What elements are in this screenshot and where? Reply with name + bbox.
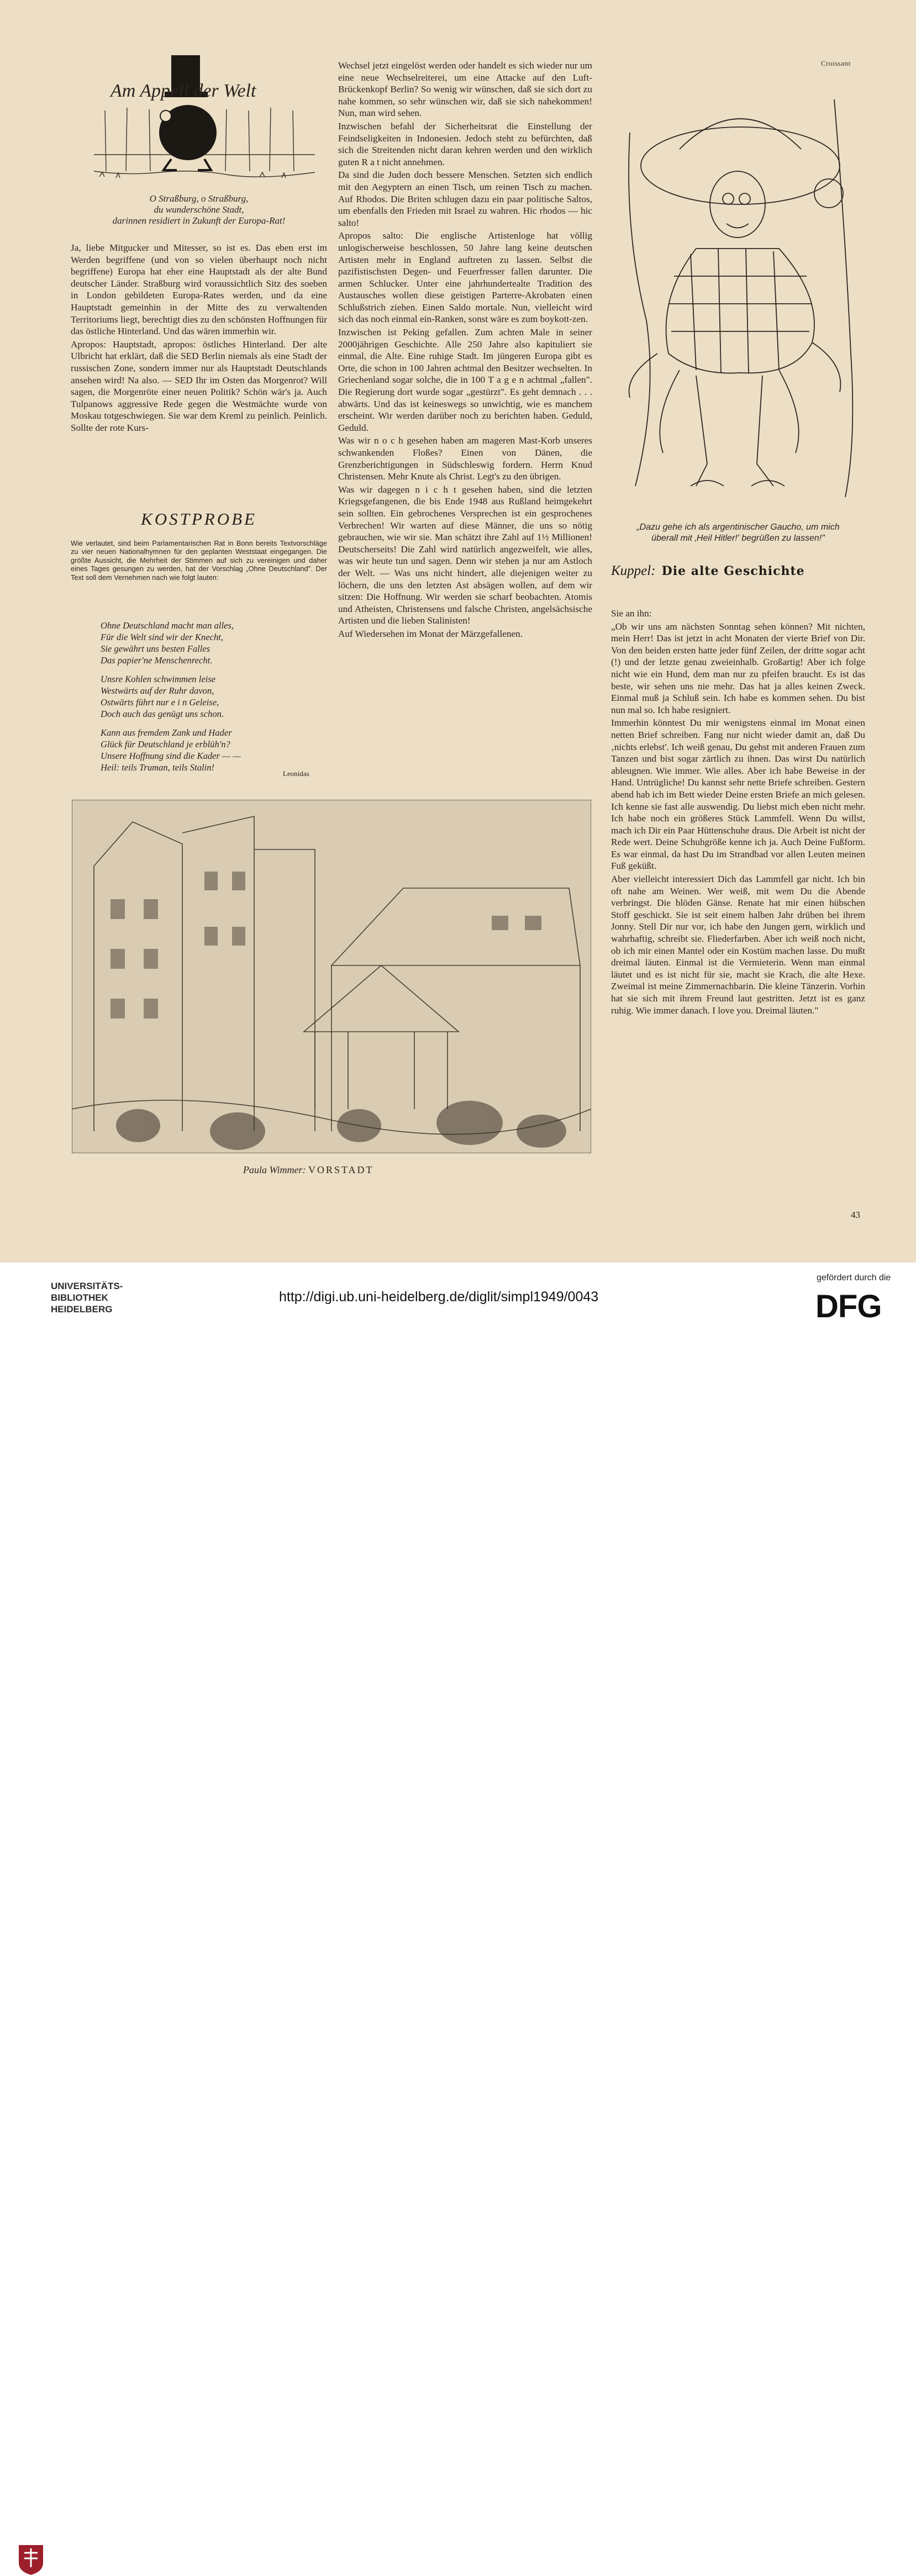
paragraph: Wechsel jetzt eingelöst werden oder handelt es sich wieder nur um eine neue Wechselreiterei, um eine Attacke auf den Luft-Brückenkopf Berlin? So wenig wir wünschen, daß sie sich dort zu nahe kommen, so sehr wünschen wir, daß sie sich nahekommen! Nun, man wird sehen.: [338, 60, 592, 119]
cartoon-handwriting: Am Appell der Welt: [110, 81, 256, 101]
artist-signature: Croissant: [821, 59, 851, 67]
poem-stanza: [101, 673, 327, 720]
verse-line: du wunderschöne Stadt,: [154, 204, 244, 215]
paragraph: Inzwischen ist Peking gefallen. Zum achten Male in seiner 2000jährigen Geschichte. Alle 250 Jahre also kapituliert sie einmal, die Alte. Eine ruhige Stadt. Im jüngeren Europa gibt es Orte, die schon in 100 Jahren achtmal den Besitzer wechselten. In Griechenland sogar solche, die in 100 T a g e n achtmal „fallen". Die Regierung dort wurde sogar „gestürzt". Es geht demnach . . . abwärts. Und das ist keineswegs so unwichtig, wie es manchem erscheint. Wir werden darüber noch zu berichten haben. Geduld, Geduld.: [338, 327, 592, 433]
paragraph: Immerhin könntest Du mir wenigstens einmal im Monat einen netten Brief schreiben. Fang nur nicht wieder damit an, daß Du ‚nichts erlebst'. Ich weiß genau, Du gehst mit anderen Frauen zum Tanzen und bist sogar zärtlich zu ihnen. Das wirst Du natürlich ableugnen. Wie immer. Wie alles. Aber ich habe Beweise in der Hand. Untrügliche! Du kannst sehr nette Briefe schreiben. Gestern abend hab ich im Bett wieder Deine ersten Briefe an mich gelesen. Ich kenne sie fast alle auswendig. Du liebst mich eben nicht mehr. Ich habe noch ein größeres Stück Lammfell. Wenn Du willst, mach ich Dir ein Paar Hüttenschuhe draus. Die Arbeit ist nicht der Rede wert. Deine Schuhgröße kenne ich ja. Auch Deine Fußform. Es war einmal, da hast Du im Strandbad vor allen Leuten meinen Fuß geküßt.: [611, 717, 865, 872]
poem-line: Westwärts auf der Ruhr davon,: [101, 685, 214, 696]
paragraph: Apropos salto: Die englische Artistenloge hat völlig unlogischerweise beschlossen, 50 Jahre lang keine deutschen Artisten mehr in England auftreten zu lassen. Selbst die pazifistischsten Degen- und Feuerfresser fallen darunter. Die armen Schlucker. Unter eine jahrhundertealte Tradition des Austausches wollen diese geistigen Parterre-Akrobaten einen Schlußstrich ziehen. Einen Saldo mortale. Nun, vielleicht wird sich das noch einmal ein-Ranken, sonst wäre es zum boykott-zen.: [338, 230, 592, 325]
paragraph: Was wir dagegen n i c h t gesehen haben, sind die letzten Kriegsgefangenen, die bis Ende 1948 aus Rußland heimgekehrt sein sollten. Ein gebrochenes Versprechen ist ein gesprochenes Verbrechen! Wir warten auf diese Männer, die uns so nötig gebrauchen, wie wir sie. Man schätzt ihre Zahl auf 1½ Millionen! Deutscherseits! Die Zahl wird natürlich angezweifelt, wie alles, was wir heute tun und sagen. Denn wir stehen ja nur am Astloch der Welt. — Was uns nicht hindert, alle diejenigen weiter zu löchern, die uns den letzten Ast absägen wollen, auf dem wir sitzen: Die Hoffnung. Wir werden sie scharf beobachten. Atomis und Atheisten, Christensens und falsche Christen, angelsächsische Artisten und die lieben Stalinisten!: [338, 484, 592, 626]
poem-line: Heil: teils Truman, teils Stalin!: [101, 762, 215, 773]
poem-line: Sie gewährt uns besten Falles: [101, 643, 210, 654]
poem-line: Glück für Deutschland je erblüh'n?: [101, 739, 230, 749]
magazine-page: [0, 0, 916, 1263]
paragraph: Apropos: Hauptstadt, apropos: östliches Hinterland. Der alte Ulbricht hat erklärt, daß die SED Berlin niemals als eine Stadt der russischen Zone, sondern immer nur als Hauptstadt Deutschlands ansehen wird! Na also. — SED Ihr im Osten das Morgenrot? Will sagen, die Morgenröte einer neuen Politik? Schön wär's ja. Auch Tulpanows aggressive Rede gegen die Westmächte wurde von Moskau totgeschwiegen. Sie war dem Kreml zu peinlich. Peinlich. Sollte der rote Kurs-: [71, 339, 327, 433]
library-line: HEIDELBERG: [51, 1304, 113, 1315]
paragraph: Da sind die Juden doch bessere Menschen. Setzten sich endlich mit den Aegyptern an einen Tisch, um reinen Tisch zu machen. Auf Rhodos. Die Briten schlugen dazu ein paar politische Saltos, um ebenfalls den Frieden mit Israel zu wahren. Hic rhodos — hic salto!: [338, 170, 592, 228]
etching-title: VORSTADT: [308, 1164, 374, 1175]
paragraph: Was wir n o c h gesehen haben am mageren Mast-Korb unseres schwankenden Floßes? Einen von Dänen, die Grenzberichtigungen in Südschleswig fordern. Herrn Knud Christensen. Mehr Knute als Christ. Legt's zu den übrigen.: [338, 435, 592, 482]
sponsor-label: gefördert durch die: [817, 1273, 891, 1282]
paragraph: Inzwischen befahl der Sicherheitsrat die Einstellung der Feindseligkeiten in Indonesien. Jedoch steht zu befürchten, daß sich die Streitenden nicht daran kehren werden und den wirklich guten R a t nicht annehmen.: [338, 120, 592, 167]
column-left: [71, 242, 327, 435]
poem-stanza: [101, 620, 327, 666]
etching-artist: Paula Wimmer:: [243, 1164, 306, 1175]
poem-line: Ohne Deutschland macht man alles,: [101, 620, 234, 631]
kostprobe-title: KOSTPROBE: [141, 509, 257, 529]
paragraph: Ja, liebe Mitgucker und Mitesser, so ist es. Das eben erst im Werden begriffene (und von so vielen überhaupt noch nicht begriffene) Europa hat eher eine Hauptstadt als der alte Bund deutscher Länder. Straßburg wird voraussichtlich Sitz des soeben in London gebildeten Europa-Rates werden, und da eine Hauptstadt gemeinhin in der Mitte des zu verwaltenden Territoriums liegt, berechtigt dies zu den schönsten Hoffnungen für das östliche Hinterland. Und das wären immerhin wir.: [71, 242, 327, 337]
dfg-logo: DFG: [815, 1289, 882, 1324]
poem-line: Unsre Kohlen schwimmen leise: [101, 674, 216, 684]
paragraph: Auf Wiedersehen im Monat der Märzgefallenen.: [338, 628, 523, 639]
kostprobe-intro: Wie verlautet, sind beim Parlamentarischen Rat in Bonn bereits Textvorschläge zu vier neuen Nationalhymnen für den geplanten Weststaat eingegangen. Die größte Aussicht, die Mehrheit der Stimmen auf sich zu vereinigen und daher eines Tages gesungen zu werden, hat der Vorschlag „Ohne Deutschland". Der Text soll dem Vernehmen nach wie folgt lauten:: [71, 539, 327, 582]
verse-line: O Straßburg, o Straßburg,: [149, 193, 249, 204]
university-seal-icon: [17, 2543, 45, 2576]
poem-line: Das papier'ne Menschenrecht.: [101, 655, 213, 666]
library-name: [51, 1280, 123, 1315]
library-line: UNIVERSITÄTS-: [51, 1281, 123, 1291]
poem-line: Kann aus fremdem Zank und Hader: [101, 727, 232, 738]
story-author: Kuppel:: [611, 563, 656, 578]
permalink-url[interactable]: http://digi.ub.uni-heidelberg.de/diglit/simpl1949/0043: [279, 1289, 599, 1305]
story-heading: [611, 563, 865, 579]
poem-line: Ostwärts führt nur e i n Geleise,: [101, 697, 219, 708]
poem-stanza: [101, 727, 327, 773]
caption-line: „Dazu gehe ich als argentinischer Gaucho, um mich: [636, 522, 840, 532]
etching-vorstadt: [72, 800, 591, 1153]
paragraph: Aber vielleicht interessiert Dich das Lammfell gar nicht. Ich bin oft nahe am Weinen. Wer weiß, mit wem Du die Abende verbringst. Die blöden Gänse. Renate hat mir einen hübschen Stoff geschickt. Sie ist seit einem halben Jahr drüben bei ihrem Jonny. Stell Dir nur vor, ich habe den Jungen gern, wirklich und wahrhaftig, schreibt sie. Fliederfarben. Aber ich weiß noch nicht, ob ich mir einen Mantel oder ein Kostüm machen lasse. Du mußt dreimal läuten. Einmal ist die Vermieterin. Wenn man einmal läutet und es ist nicht für sie, macht sie Krach, die alte Hexe. Zweimal ist meine Zimmernachbarin. Die kleine Tänzerin. Vorhin hat sie sich mit ihrem Freund laut gestritten. Jetzt ist es ganz ruhig. Wie immer danach. I love you. Dreimal läuten.": [611, 874, 865, 1016]
column-middle: [338, 60, 592, 641]
column-right: [611, 608, 865, 1017]
gaucho-drawing: [613, 66, 865, 508]
anthem-poem: [101, 620, 327, 780]
etching-caption: [243, 1164, 374, 1176]
sombrero: [641, 127, 840, 204]
story-title: Die alte Geschichte: [661, 564, 805, 578]
cartoon-europa-rat: [94, 44, 315, 188]
verse-caption: [71, 193, 327, 226]
page-number: 43: [851, 1210, 860, 1220]
poem-author: Leonidas: [283, 769, 309, 778]
gaucho-caption: [611, 522, 865, 544]
poem-line: Für die Welt sind wir der Knecht,: [101, 632, 224, 642]
caption-line: überall mit ‚Heil Hitler!' begrüßen zu lassen!": [651, 534, 825, 543]
poem-line: Doch auch das genügt uns schon.: [101, 709, 224, 719]
library-line: BIBLIOTHEK: [51, 1292, 108, 1303]
verse-line: darinnen residiert in Zukunft der Europa-Rat!: [112, 215, 286, 226]
paragraph: „Ob wir uns am nächsten Sonntag sehen können? Mit nichten, mein Herr! Das ist jetzt in acht Monaten der vierte Brief von Dir. Von den beiden ersten hatte jeder fünf Zeilen, der dritte sogar acht (!) und der letzte genau zweieinhalb. Großartig! Aber ich folge nicht wie ein Hund, dem man nur zu pfeifen braucht. Es ist das beste, wir sehen uns nie mehr. Das hat ja alles keinen Zweck. Einmal muß ja Schluß sein. Ich habe es kommen sehen. Du bist nun mal so. Ich habe resigniert.: [611, 621, 865, 715]
paragraph: Sie an ihn:: [611, 608, 652, 619]
poem-line: Unsere Hoffnung sind die Kader — —: [101, 751, 241, 761]
